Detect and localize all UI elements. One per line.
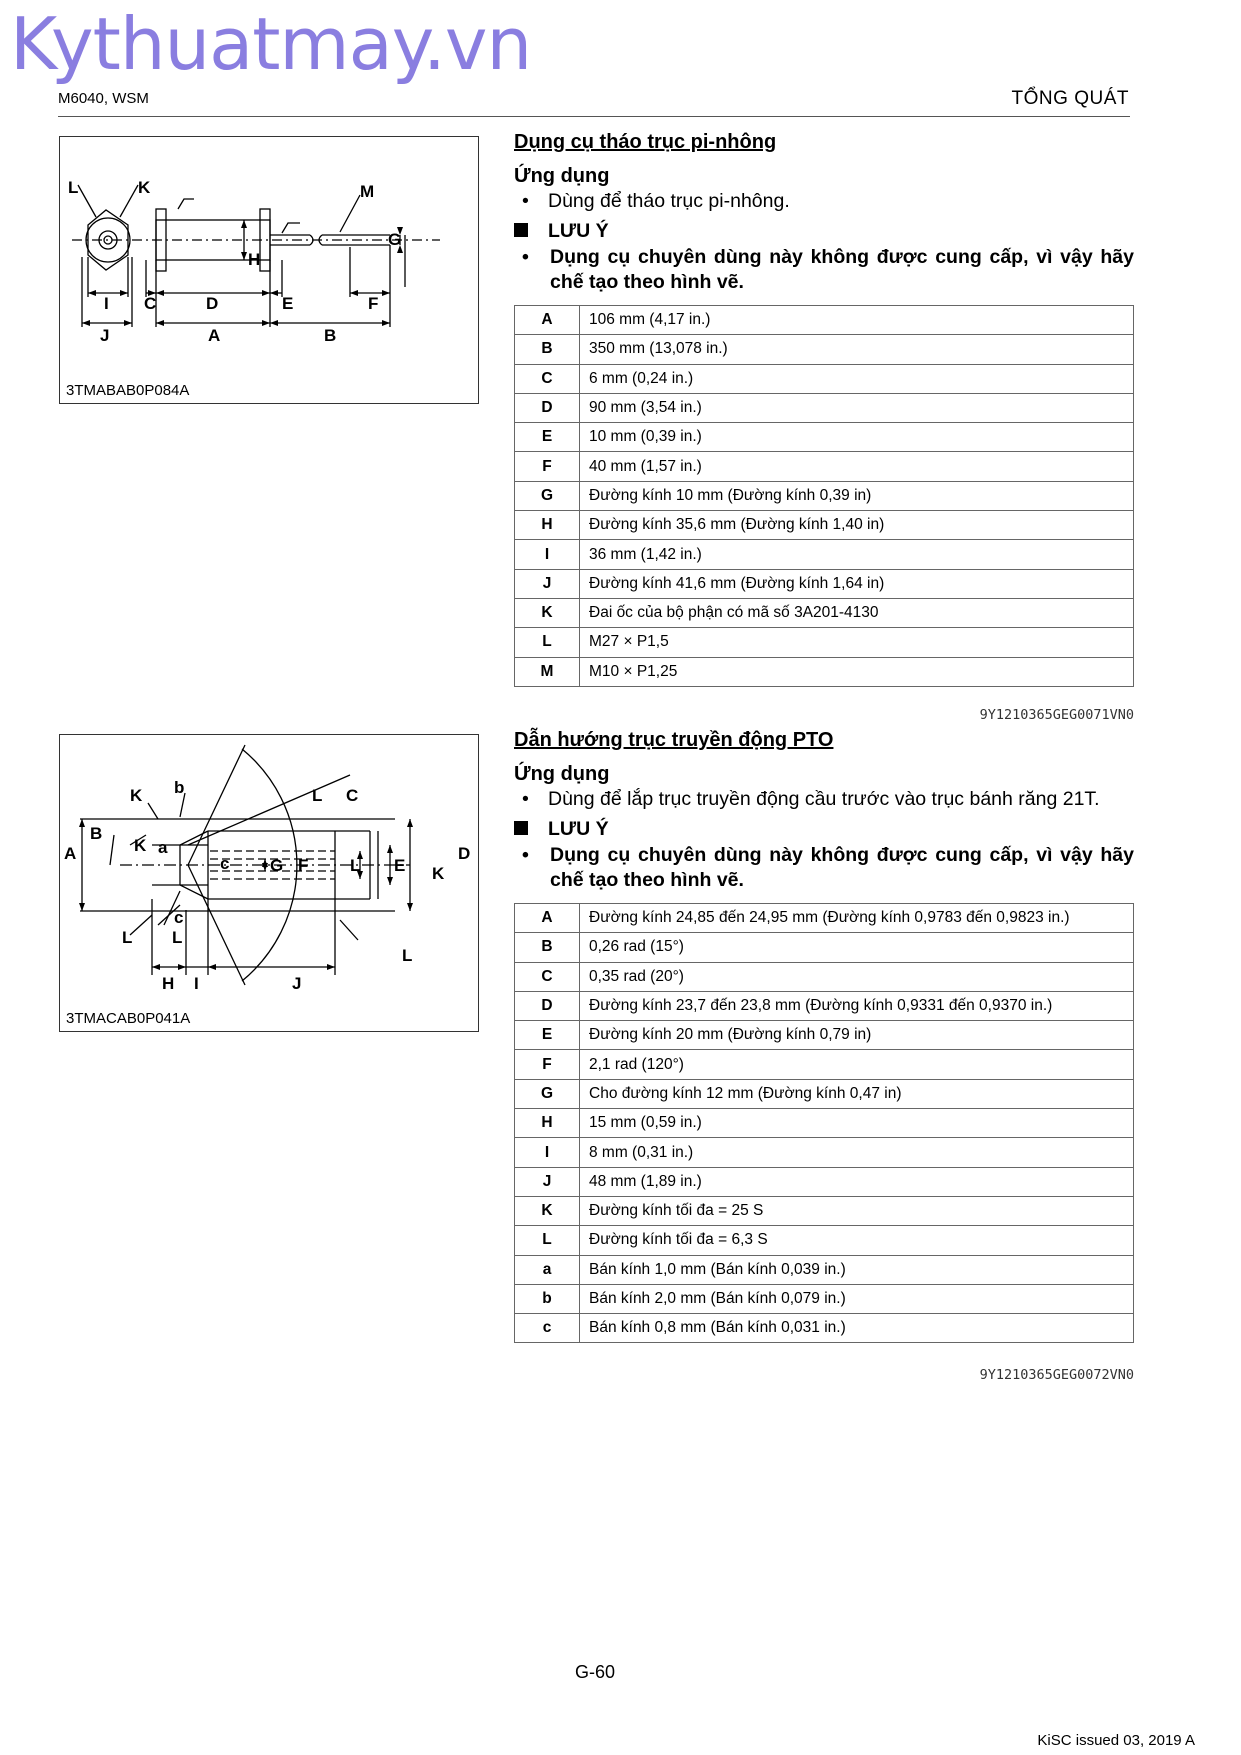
table-row: M M10 × P1,25	[515, 657, 1134, 686]
callout-L: L	[68, 178, 79, 197]
table-row: E Đường kính 20 mm (Đường kính 0,79 in)	[515, 1021, 1134, 1050]
header-divider	[58, 116, 1130, 117]
callout-a: a	[158, 838, 168, 857]
watermark-logo: Kythuatmay.vn	[10, 2, 532, 86]
note-text: Dụng cụ chuyên dùng này không được cung cấp, vì vậy hãy chế tạo theo hình vẽ.	[550, 844, 1134, 891]
usage-title: Ứng dụng	[514, 165, 610, 187]
section-title: Dụng cụ tháo trục pi-nhông	[514, 131, 777, 153]
table-row: F 2,1 rad (120°)	[515, 1050, 1134, 1079]
figure-pinion-puller	[59, 136, 479, 404]
callout-B: B	[90, 824, 103, 843]
callout-L: L	[402, 946, 413, 965]
callout-M: M	[360, 182, 375, 201]
table-row: D Đường kính 23,7 đến 23,8 mm (Đường kính 0,9331 đến 0,9370 in.)	[515, 991, 1134, 1020]
callout-I: I	[194, 974, 199, 993]
table-row: c Bán kính 0,8 mm (Bán kính 0,031 in.)	[515, 1314, 1134, 1343]
page-number: G-60	[574, 1662, 616, 1682]
callout-J: J	[292, 974, 302, 993]
usage-text: Dùng để lắp trục truyền động cầu trước vào trục bánh răng 21T.	[548, 788, 1100, 810]
section-title: Dẫn hướng trục truyền động PTO	[514, 729, 834, 751]
note-item	[522, 843, 1134, 893]
callout-A: A	[208, 326, 221, 345]
table-row: a Bán kính 1,0 mm (Bán kính 0,039 in.)	[515, 1255, 1134, 1284]
note-heading	[514, 220, 609, 243]
figure-pto-guide	[59, 734, 479, 1032]
callout-F: F	[368, 294, 379, 313]
callout-L: L	[122, 928, 133, 947]
table-row: A 106 mm (4,17 in.)	[515, 306, 1134, 335]
pto-guide-drawing	[60, 735, 478, 1031]
callout-c: c	[220, 854, 230, 873]
callout-A: A	[64, 844, 77, 863]
figure-code: 3TMACAB0P041A	[66, 1010, 191, 1027]
callout-K: K	[130, 786, 143, 805]
table-row: L Đường kính tối đa = 6,3 S	[515, 1226, 1134, 1255]
usage-item: • Dùng để tháo trục pi-nhông.	[522, 190, 790, 212]
table-row: D 90 mm (3,54 in.)	[515, 393, 1134, 422]
callout-I: I	[104, 294, 109, 313]
callout-H: H	[162, 974, 175, 993]
table-row: K Đường kính tối đa = 25 S	[515, 1196, 1134, 1225]
reference-code: 9Y1210365GEG0071VN0	[979, 707, 1134, 723]
figure-code: 3TMABAB0P084A	[66, 382, 190, 399]
callout-J: J	[100, 326, 110, 345]
callout-G: G	[270, 856, 284, 875]
table-row: b Bán kính 2,0 mm (Bán kính 0,079 in.)	[515, 1284, 1134, 1313]
note-item	[522, 245, 1134, 295]
table-row: H 15 mm (0,59 in.)	[515, 1109, 1134, 1138]
callout-G: G	[388, 230, 402, 249]
bullet-icon: •	[522, 844, 529, 866]
callout-c: c	[174, 908, 184, 927]
callout-E: E	[282, 294, 294, 313]
note-title: LƯU Ý	[548, 818, 609, 840]
table-row: E 10 mm (0,39 in.)	[515, 423, 1134, 452]
callout-L: L	[350, 856, 361, 875]
callout-F: F	[298, 856, 309, 875]
note-title: LƯU Ý	[548, 220, 609, 242]
table-row: G Cho đường kính 12 mm (Đường kính 0,47 in)	[515, 1079, 1134, 1108]
table-row: K Đai ốc của bộ phận có mã số 3A201-4130	[515, 598, 1134, 627]
usage-title: Ứng dụng	[514, 763, 610, 785]
pinion-puller-drawing	[60, 137, 478, 403]
table-row: B 350 mm (13,078 in.)	[515, 335, 1134, 364]
callout-K: K	[134, 836, 147, 855]
callout-D: D	[458, 844, 471, 863]
callout-B: B	[324, 326, 337, 345]
usage-text: Dùng để tháo trục pi-nhông.	[548, 190, 790, 212]
table-row: B 0,26 rad (15°)	[515, 933, 1134, 962]
square-bullet-icon	[514, 821, 528, 835]
table-row: G Đường kính 10 mm (Đường kính 0,39 in)	[515, 481, 1134, 510]
chapter-title: TỔNG QUÁT	[1011, 88, 1129, 109]
manual-code: M6040, WSM	[58, 90, 149, 107]
callout-D: D	[206, 294, 219, 313]
table-row: A Đường kính 24,85 đến 24,95 mm (Đường kính 0,9783 đến 0,9823 in.)	[515, 904, 1134, 933]
callout-E: E	[394, 856, 406, 875]
callout-K: K	[138, 178, 151, 197]
bullet-icon: •	[522, 246, 529, 268]
callout-H: H	[248, 250, 261, 269]
table-row: H Đường kính 35,6 mm (Đường kính 1,40 in)	[515, 511, 1134, 540]
usage-item: • Dùng để lắp trục truyền động cầu trước vào trục bánh răng 21T.	[522, 788, 1100, 810]
table-row: C 6 mm (0,24 in.)	[515, 364, 1134, 393]
spec-table-2	[514, 903, 1134, 1343]
spec-table-1	[514, 305, 1134, 687]
table-row: L M27 × P1,5	[515, 628, 1134, 657]
square-bullet-icon	[514, 223, 528, 237]
table-row: C 0,35 rad (20°)	[515, 962, 1134, 991]
table-row: J Đường kính 41,6 mm (Đường kính 1,64 in)	[515, 569, 1134, 598]
callout-L: L	[172, 928, 183, 947]
callout-K: K	[432, 864, 445, 883]
callout-C: C	[144, 294, 157, 313]
table-row: J 48 mm (1,89 in.)	[515, 1167, 1134, 1196]
note-text: Dụng cụ chuyên dùng này không được cung cấp, vì vậy hãy chế tạo theo hình vẽ.	[550, 246, 1134, 293]
note-heading	[514, 818, 609, 841]
table-row: F 40 mm (1,57 in.)	[515, 452, 1134, 481]
reference-code: 9Y1210365GEG0072VN0	[979, 1367, 1134, 1383]
callout-b: b	[174, 778, 185, 797]
callout-L: L	[312, 786, 323, 805]
callout-C: C	[346, 786, 359, 805]
table-row: I 36 mm (1,42 in.)	[515, 540, 1134, 569]
issue-info: KiSC issued 03, 2019 A	[1037, 1732, 1195, 1749]
table-row: I 8 mm (0,31 in.)	[515, 1138, 1134, 1167]
